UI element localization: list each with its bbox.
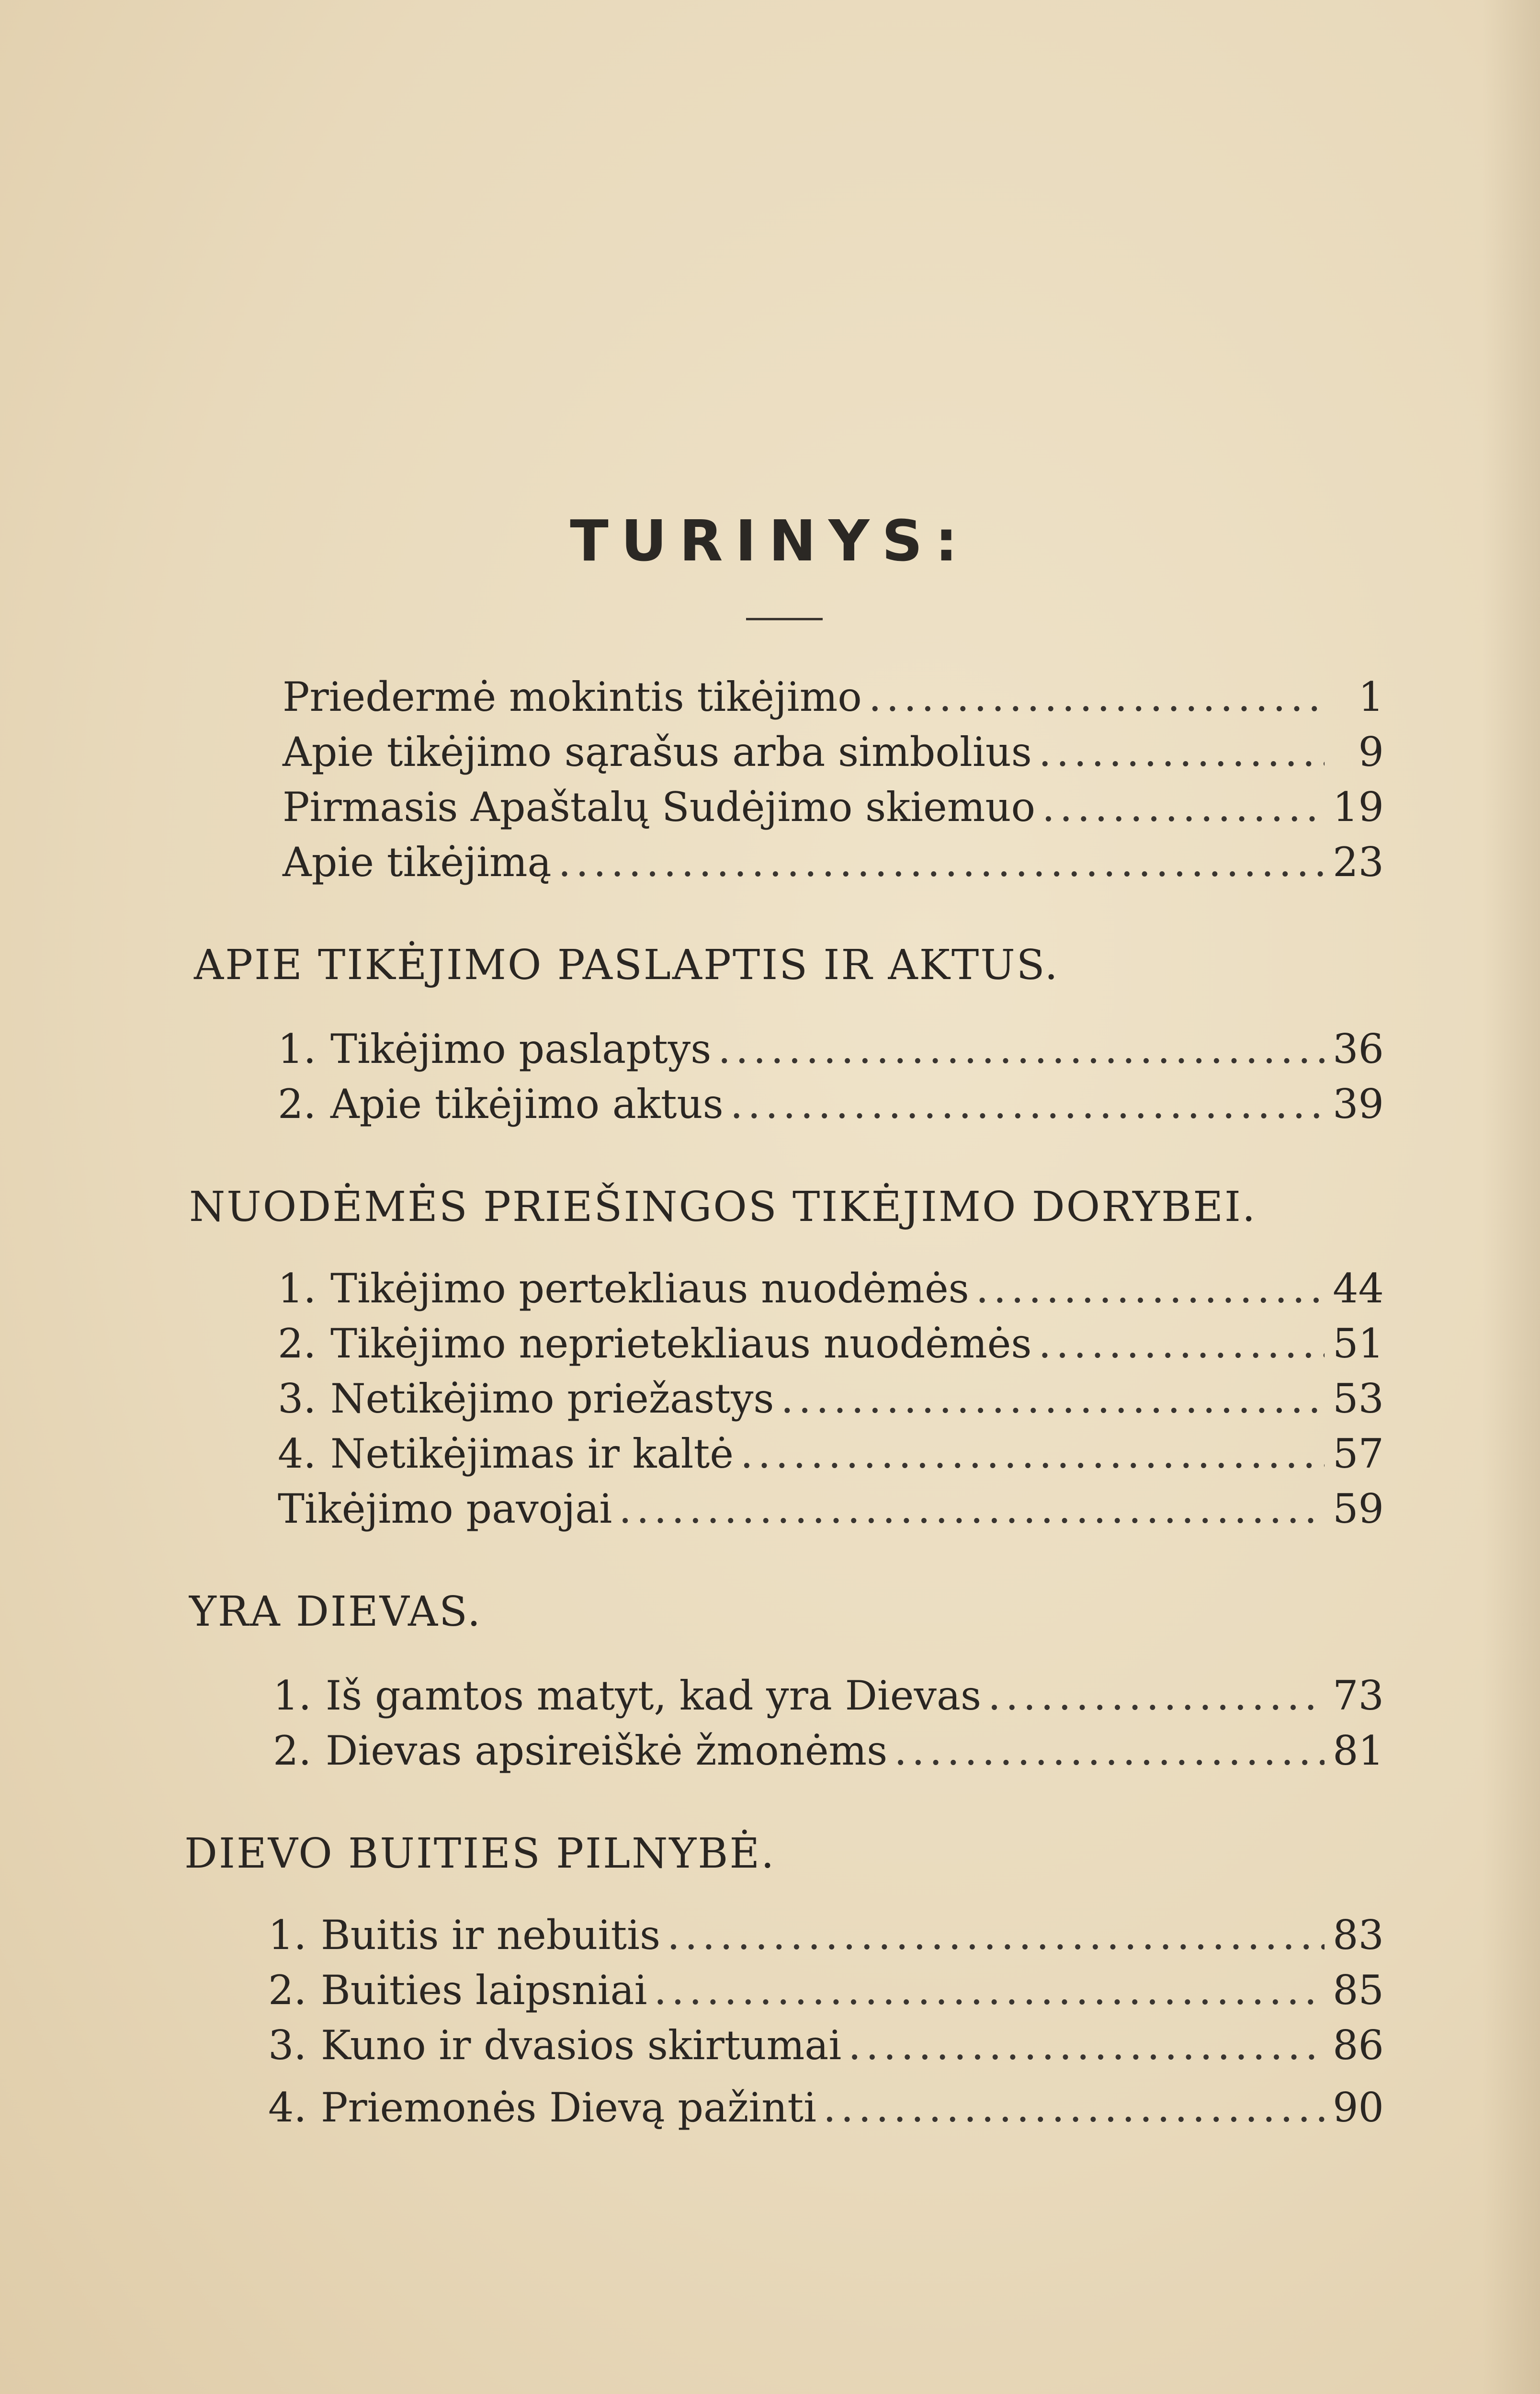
entry-page: 57 xyxy=(1333,1430,1384,1477)
toc-entry xyxy=(268,1964,1384,2017)
toc-entry xyxy=(268,1909,1384,1961)
entry-label: Priedermė mokintis tikėjimo xyxy=(283,673,862,720)
entry-page: 83 xyxy=(1333,1912,1384,1959)
entry-number: 1. xyxy=(268,1912,307,1959)
entry-label: Tikėjimo paslaptys xyxy=(330,1026,712,1072)
dot-leader xyxy=(558,836,1325,889)
entry-label: Netikėjimas ir kaltė xyxy=(330,1430,734,1477)
entry-number: 3. xyxy=(268,2022,307,2069)
dot-leader xyxy=(869,671,1325,723)
dot-leader xyxy=(730,1078,1325,1130)
toc-entry xyxy=(273,1724,1384,1777)
entry-label: Buitis ir nebuitis xyxy=(321,1912,661,1959)
dot-leader xyxy=(740,1427,1325,1480)
dot-leader xyxy=(894,1724,1325,1777)
entry-page: 53 xyxy=(1333,1375,1384,1422)
toc-entry xyxy=(273,1669,1384,1722)
entry-page: 23 xyxy=(1333,839,1384,886)
entry-label: Kuno ir dvasios skirtumai xyxy=(321,2022,842,2069)
toc-entry xyxy=(278,1023,1384,1075)
entry-page: 1 xyxy=(1358,673,1384,720)
section-heading: DIEVO BUITIES PILNYBĖ. xyxy=(184,1830,776,1878)
entry-page: 90 xyxy=(1333,2084,1384,2131)
dot-leader xyxy=(988,1669,1325,1722)
toc-entry xyxy=(278,1482,1384,1535)
toc-entry xyxy=(278,1372,1384,1425)
entry-label: Tikėjimo pavojai xyxy=(278,1485,612,1532)
entry-number: 2. xyxy=(278,1320,317,1367)
entry-number: 4. xyxy=(278,1430,317,1477)
entry-number: 3. xyxy=(278,1375,317,1422)
toc-entry xyxy=(283,726,1384,778)
section-heading: NUODĖMĖS PRIEŠINGOS TIKĖJIMO DORYBEI. xyxy=(189,1183,1257,1231)
entry-label: Netikėjimo priežastys xyxy=(330,1375,774,1422)
entry-number: 1. xyxy=(278,1026,317,1072)
entry-label: Tikėjimo pertekliaus nuodėmės xyxy=(330,1265,969,1312)
entry-page: 36 xyxy=(1333,1026,1384,1072)
entry-label: Apie tikėjimo aktus xyxy=(330,1081,724,1128)
entry-page: 9 xyxy=(1358,729,1384,775)
toc-entry xyxy=(283,671,1384,723)
entry-label: Apie tikėjimo sąrašus arba simbolius xyxy=(283,729,1032,775)
entry-page: 59 xyxy=(1333,1485,1384,1532)
toc-entry xyxy=(278,1427,1384,1480)
dot-leader xyxy=(1038,1317,1325,1370)
section-heading: APIE TIKĖJIMO PASLAPTIS IR AKTUS. xyxy=(194,941,1059,989)
entry-label: Dievas apsireiškė žmonėms xyxy=(326,1727,888,1774)
dot-leader xyxy=(848,2019,1325,2072)
entry-page: 81 xyxy=(1333,1727,1384,1774)
entry-number: 2. xyxy=(278,1081,317,1128)
entry-label: Tikėjimo neprietekliaus nuodėmės xyxy=(330,1320,1032,1367)
entry-page: 19 xyxy=(1333,784,1384,831)
entry-label: Apie tikėjimą xyxy=(283,839,552,886)
entry-label: Priemonės Dievą pažinti xyxy=(321,2084,816,2131)
page-title: TURINYS: xyxy=(570,508,970,574)
entry-number: 2. xyxy=(273,1727,312,1774)
entry-page: 73 xyxy=(1333,1672,1384,1719)
dot-leader xyxy=(781,1372,1325,1425)
dot-leader xyxy=(1039,726,1325,778)
toc-entry xyxy=(278,1317,1384,1370)
entry-number: 1. xyxy=(278,1265,317,1312)
entry-number: 1. xyxy=(273,1672,312,1719)
entry-number: 2. xyxy=(268,1967,307,2014)
entry-label: Iš gamtos matyt, kad yra Dievas xyxy=(326,1672,982,1719)
page-edge-shadow xyxy=(1483,0,1540,2394)
dot-leader xyxy=(976,1262,1325,1315)
entry-label: Pirmasis Apaštalų Sudėjimo skiemuo xyxy=(283,784,1036,831)
entry-label: Buities laipsniai xyxy=(321,1967,647,2014)
entry-page: 86 xyxy=(1333,2022,1384,2069)
section-heading: YRA DIEVAS. xyxy=(189,1588,482,1636)
toc-entry xyxy=(268,2081,1384,2134)
toc-entry xyxy=(283,836,1384,889)
dot-leader xyxy=(619,1482,1325,1535)
dot-leader xyxy=(1042,781,1325,833)
entry-page: 44 xyxy=(1333,1265,1384,1312)
entry-page: 85 xyxy=(1333,1967,1384,2014)
entry-number: 4. xyxy=(268,2084,307,2131)
entry-page: 51 xyxy=(1333,1320,1384,1367)
toc-entry xyxy=(278,1262,1384,1315)
dot-leader xyxy=(718,1023,1325,1075)
toc-entry xyxy=(268,2019,1384,2072)
dot-leader xyxy=(823,2081,1325,2134)
entry-page: 39 xyxy=(1333,1081,1384,1128)
dot-leader xyxy=(667,1909,1325,1961)
toc-entry xyxy=(278,1078,1384,1130)
dot-leader xyxy=(654,1964,1325,2017)
toc-entry xyxy=(283,781,1384,833)
